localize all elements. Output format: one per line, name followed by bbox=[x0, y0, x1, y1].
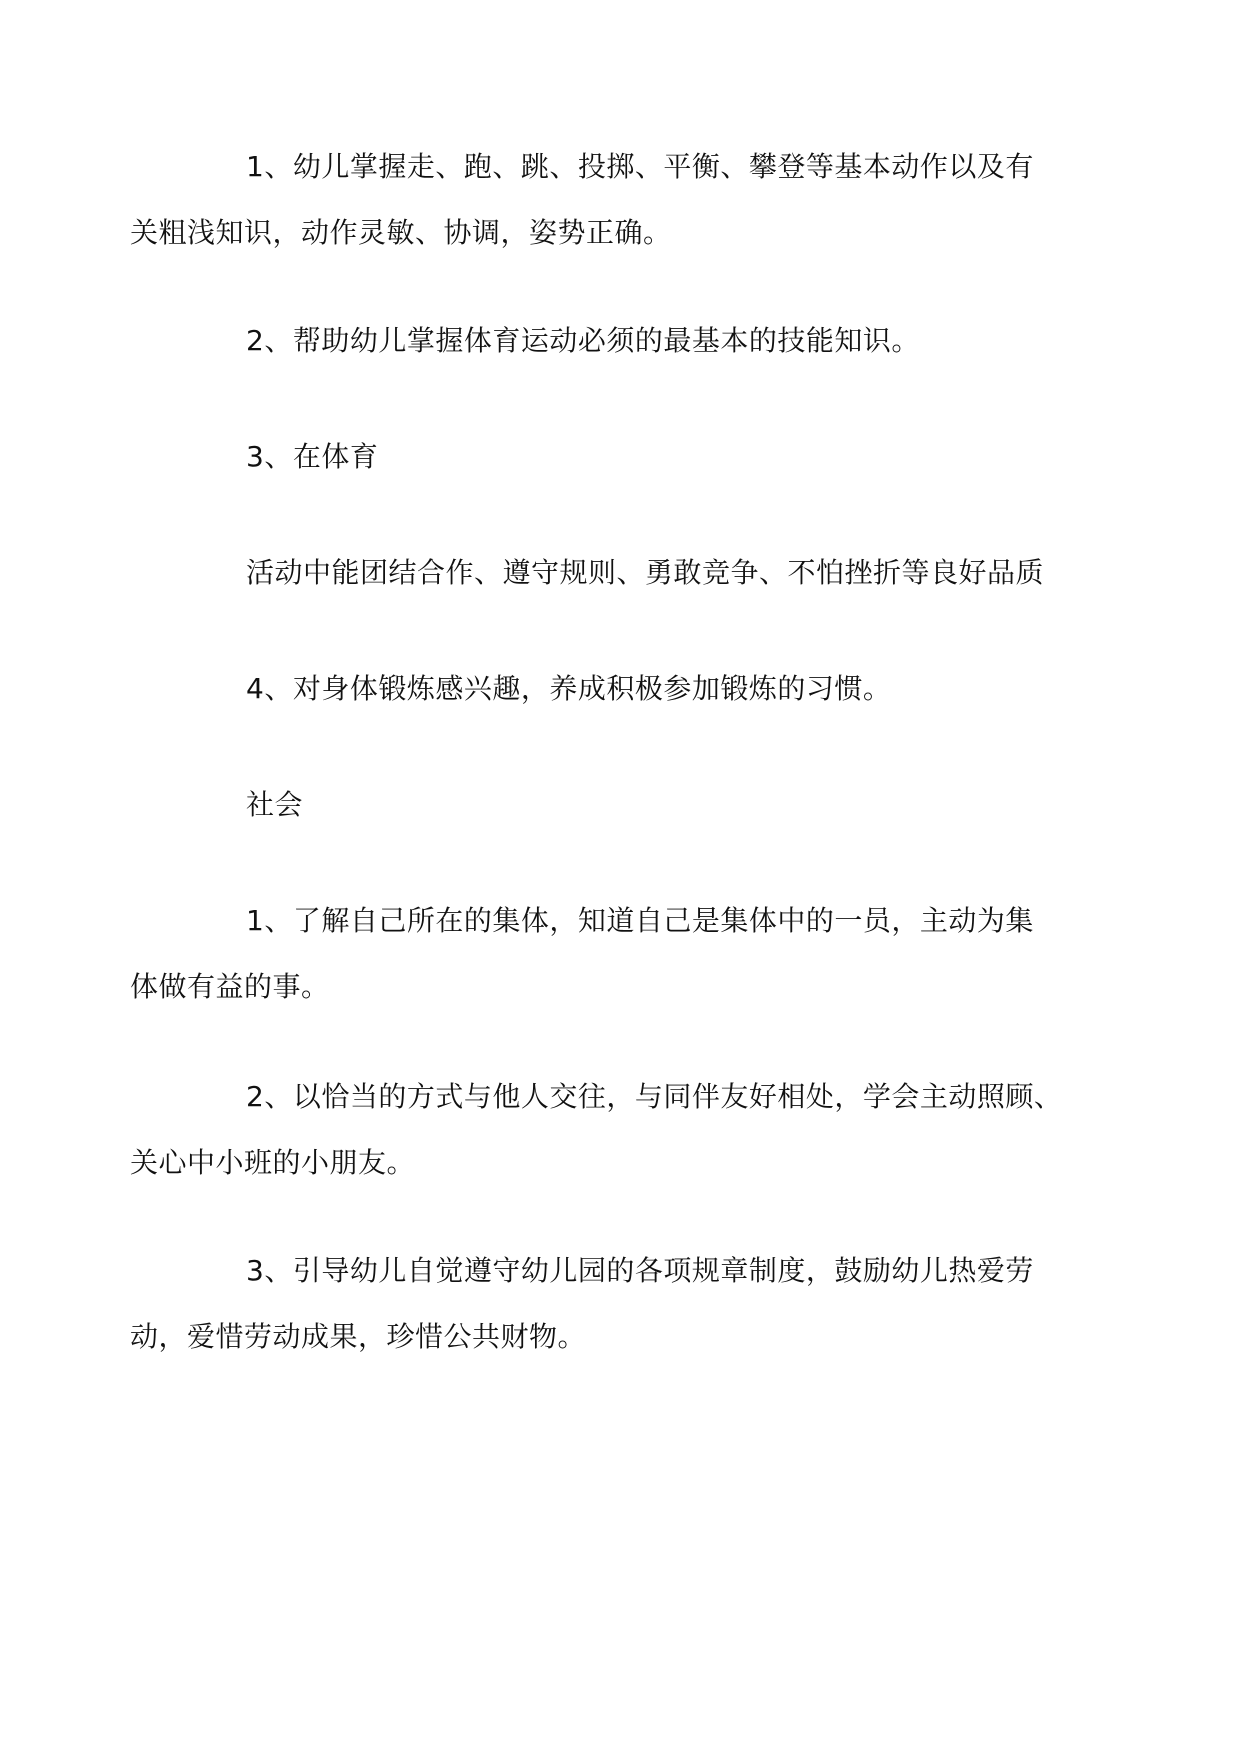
paragraph-pe-goal-1 bbox=[130, 134, 1068, 266]
paragraph-line: 1、幼儿掌握走、跑、跳、投掷、平衡、攀登等基本动作以及有 bbox=[246, 150, 1034, 183]
paragraph-social-goal-3 bbox=[130, 1238, 1068, 1370]
paragraph-social-goal-2 bbox=[130, 1064, 1068, 1196]
paragraph-pe-goal-2 bbox=[188, 308, 1068, 374]
paragraph-line: 2、以恰当的方式与他人交往，与同伴友好相处，学会主动照顾、 bbox=[246, 1080, 1063, 1113]
paragraph-line: 3、在体育 bbox=[246, 440, 379, 473]
paragraph-line: 活动中能团结合作、遵守规则、勇敢竞争、不怕挫折等良好品质 bbox=[246, 556, 1045, 589]
paragraph-line: 关心中小班的小朋友。 bbox=[130, 1146, 416, 1179]
paragraph-line: 关粗浅知识，动作灵敏、协调，姿势正确。 bbox=[130, 216, 672, 249]
paragraph-line: 2、帮助幼儿掌握体育运动必须的最基本的技能知识。 bbox=[246, 324, 920, 357]
paragraph-line: 3、引导幼儿自觉遵守幼儿园的各项规章制度，鼓励幼儿热爱劳 bbox=[246, 1254, 1034, 1287]
paragraph-pe-goal-4 bbox=[188, 656, 1068, 722]
paragraph-line: 1、了解自己所在的集体，知道自己是集体中的一员，主动为集 bbox=[246, 904, 1034, 937]
paragraph-line: 社会 bbox=[246, 788, 304, 821]
paragraph-pe-goal-3 bbox=[188, 424, 1068, 490]
paragraph-social-goal-1 bbox=[130, 888, 1068, 1020]
paragraph-line: 4、对身体锻炼感兴趣，养成积极参加锻炼的习惯。 bbox=[246, 672, 892, 705]
paragraph-line: 体做有益的事。 bbox=[130, 970, 330, 1003]
paragraph-pe-goal-3-continued bbox=[188, 540, 1068, 606]
section-heading-social bbox=[188, 772, 1068, 838]
paragraph-line: 动，爱惜劳动成果，珍惜公共财物。 bbox=[130, 1320, 587, 1353]
